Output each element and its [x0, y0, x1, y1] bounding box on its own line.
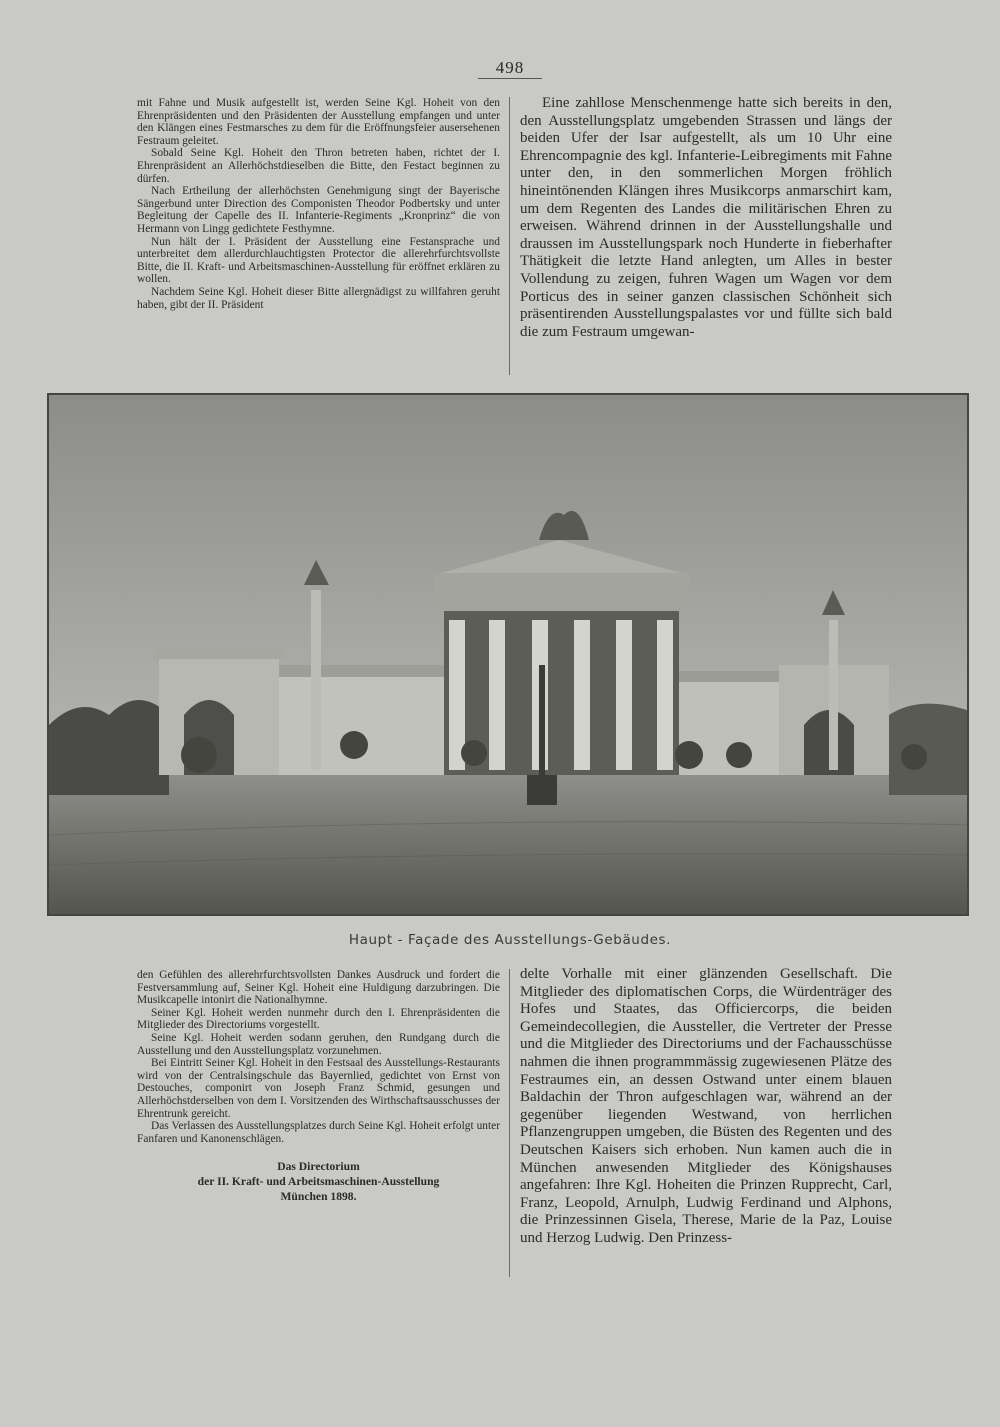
exhibition-building-photo [47, 393, 969, 916]
page-number: 498 [495, 58, 525, 77]
photo-caption: Haupt - Façade des Ausstellungs-Gebäudes. [348, 932, 672, 948]
top-left-paragraph: mit Fahne und Musik aufgestellt ist, werden Seine Kgl. Hoheit von den Ehrenpräsidenten und den Präsidenten der Ausstellung empfangen und unter den Klängen eines Festmarsches zu dem für die Eröffnungsfeier ausersehenen Festraum geleitet. [137, 97, 500, 147]
bottom-column-divider [509, 969, 510, 1277]
bottom-left-paragraph: Seine Kgl. Hoheit werden sodann geruhen, den Rundgang durch die Ausstellung und den Ausstellungsplatz vorzunehmen. [137, 1031, 500, 1057]
signature-line: München 1898. [280, 1190, 357, 1204]
top-left-column [137, 97, 500, 311]
top-column-divider [509, 97, 510, 375]
page-number-rule [478, 78, 542, 79]
building-illustration [49, 395, 967, 914]
signature-block [137, 1159, 500, 1204]
bottom-left-paragraph: Bei Eintritt Seiner Kgl. Hoheit in den Festsaal des Ausstellungs-Restaurants wird von der Centralsingschule das Bayernlied, gedichtet von Ernst von Destouches, componirt von Joseph Franz Schmid, gesungen und Allerhöchstderselben von dem I. Vorsitzenden des Wirthschaftsausschusses der Ehrentrunk gereicht. [137, 1057, 500, 1120]
top-right-column [520, 95, 892, 341]
bottom-right-paragraph: delte Vorhalle mit einer glänzenden Gesellschaft. Die Mitglieder des diplomatischen Corps, die Würdenträger des Hofes und Staates, das Officiercorps, die beiden Gemeindecollegien, die Aussteller, die Vertreter der Presse und die Mitglieder des Directoriums und der Fachausschüsse nahmen die ihnen programmmässig zugewiesenen Plätze des Festraumes ein, an dessen Ostwand unter einem blauen Baldachin der Thron aufgeschlagen war, während an der gegenüber liegenden Westwand, von herrlichen Pflanzengruppen umgeben, die Büsten des Regenten und des Deutschen Kaisers sich erhoben. Nun kamen auch die in München anwesenden Mitglieder des Königshauses angefahren: Ihre Kgl. Hoheiten die Prinzen Rupprecht, Carl, Franz, Leopold, Arnulph, Ludwig Ferdinand und Alphons, die Prinzessinnen Gisela, Therese, Marie de la Paz, Louise und Herzog Ludwig. Den Prinzess- [520, 966, 892, 1246]
bottom-left-paragraph: Seiner Kgl. Hoheit werden nunmehr durch den I. Ehrenpräsidenten die Mitglieder des Directoriums vorgestellt. [137, 1006, 500, 1032]
top-left-paragraph: Nun hält der I. Präsident der Ausstellung eine Festansprache und unterbreitet dem allerdurchlauchtigsten Protector die allerehrfurchtsvollste Bitte, die II. Kraft- und Arbeitsmaschinen-Ausstellung für eröffnet erklären zu wollen. [137, 235, 500, 286]
top-left-paragraph: Nachdem Seine Kgl. Hoheit dieser Bitte allergnädigst zu willfahren geruht haben, gibt der II. Präsident [137, 285, 500, 311]
bottom-right-column [520, 966, 892, 1248]
signature-line: der II. Kraft- und Arbeitsmaschinen-Ausstellung [197, 1175, 440, 1189]
top-right-paragraph: Eine zahllose Menschenmenge hatte sich bereits in den, den Ausstellungsplatz umgebenden Strassen und längs der beiden Ufer der Isar aufgestellt, als um 10 Uhr eine Ehrencompagnie des kgl. Infanterie-Leibregiments mit Fahne unter den, in den sommerlichen Morgen fröhlich hineintönenden Klängen ihres Musikcorps anmarschirt kam, um dem Regenten des Landes die militärischen Ehren zu erweisen. Während drinnen in der Ausstellungshalle und draussen im Ausstellungspark noch Hunderte in fieberhafter Thätigkeit die letzte Hand anlegten, um Alles in bester Vollendung zu zeigen, fuhren Wagen um Wagen vor dem Porticus des in seiner ganzen classischen Schönheit sich präsentirenden Ausstellungspalastes vor und füllte sich bald die zum Festraum umgewan- [520, 95, 892, 340]
top-left-paragraph: Nach Ertheilung der allerhöchsten Genehmigung singt der Bayerische Sängerbund unter Direction des Componisten Theodor Podbertsky und unter Begleitung der Capelle des II. Infanterie-Regiments „Kronprinz“ die von Hermann von Lingg gedichtete Festhymne. [137, 185, 500, 235]
bottom-left-paragraph: den Gefühlen des allerehrfurchtsvollsten Dankes Ausdruck und fordert die Festversammlung auf, Seiner Kgl. Hoheit eine Huldigung darzubringen. Die Musikcapelle intonirt die Nationalhymne. [137, 969, 500, 1007]
bottom-left-paragraph: Das Verlassen des Ausstellungsplatzes durch Seine Kgl. Hoheit erfolgt unter Fanfaren und Kanonenschlägen. [137, 1120, 500, 1145]
bottom-left-column [137, 969, 500, 1204]
top-left-paragraph: Sobald Seine Kgl. Hoheit den Thron betreten haben, richtet der I. Ehrenpräsident an Allerhöchstdieselben die Bitte, den Festact beginnen zu dürfen. [137, 147, 500, 185]
signature-line: Das Directorium [277, 1160, 360, 1174]
